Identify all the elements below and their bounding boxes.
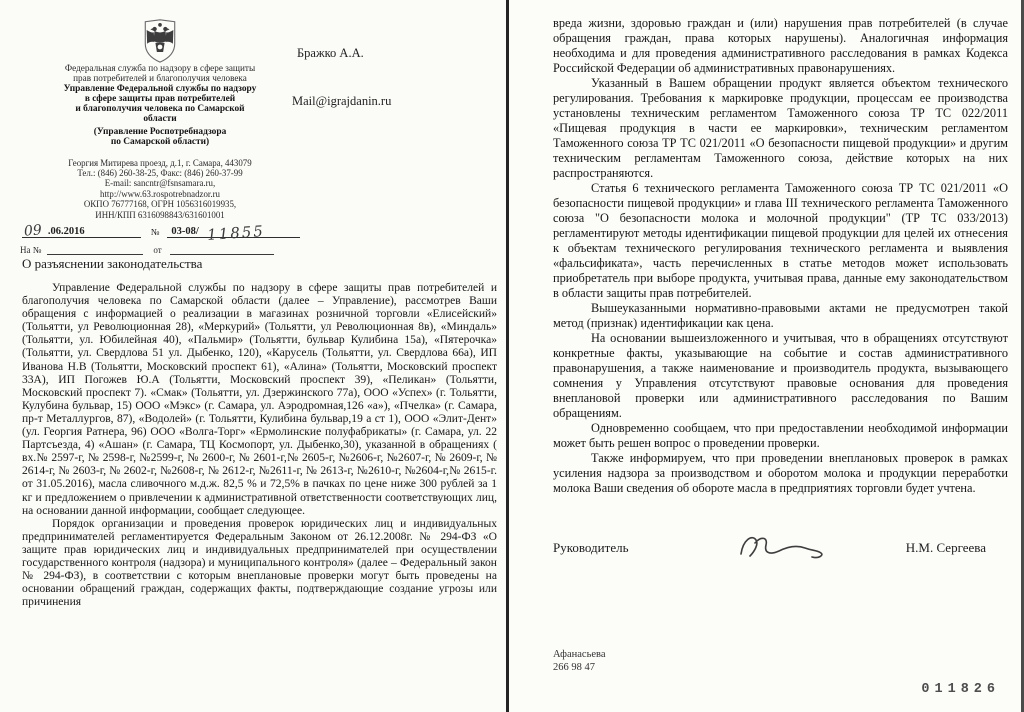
handwritten-date-day: 09 <box>23 222 43 240</box>
letterhead-okpo-ogrn: ОКПО 76777168, ОГРН 1056316019935, <box>83 199 237 210</box>
handwritten-doc-number: 11855 <box>206 222 266 245</box>
addressee-block <box>292 46 392 109</box>
body-paragraph: Одновременно сообщаем, что при предоставлении необходимой информации может быть решен вопрос о проведении проверки. <box>553 421 1008 450</box>
body-paragraph: Порядок организации и проведения проверок юридических лиц и индивидуальных предпринимателей регламентируется Федеральным Законом от 26.12.2008г. № 294-ФЗ «О защите прав юридических лиц и индивидуальных предпринимателей при осуществлении государственного контроля (надзора) и муниципального контроля» (далее – Федеральный закон № 294-ФЗ), в соответствии с которым внеплановые проверки могут быть проведены на основании обращений граждан, содержащих факты, подтверждающие создание угрозы или причинения <box>22 517 497 609</box>
federal-service-name-line: прав потребителей и благополучия человека <box>73 72 247 83</box>
russia-coat-of-arms-icon <box>20 18 300 64</box>
body-paragraph: Вышеуказанными нормативно-правовыми актами не предусмотрен такой метод (признак) идентификации как цена. <box>553 301 1008 330</box>
body-paragraph: вреда жизни, здоровью граждан и (или) нарушения прав потребителей (в случае обращения граждан, права которых нарушены). Аналогичная информация необходима и для проведения административного расследования в рамках Кодекса Российской Федерации об административных правонарушениях. <box>553 16 1008 75</box>
org-name-line: в сфере защиты прав потребителей <box>84 93 236 104</box>
body-paragraph: Также информируем, что при проведении внеплановых проверок в рамках усиления надзора за производством и оборотом молока и продукции переработки молока Ваши сведения об обороте масла в предприятиях торговли будет учтена. <box>553 451 1008 495</box>
reply-to-label: На № <box>20 245 42 256</box>
letter-body-page-1 <box>22 282 497 609</box>
body-paragraph: Управление Федеральной службы по надзору в сфере защиты прав потребителей и благополучия человека по Самарской области (далее – Управление), рассмотрев Ваши обращения с информацией о реализации в магазинах розничной торговли «Елисейский» (Тольятти, ул Революционная 28), «Меркурий» (Тольятти, ул Революционная 8в), «Миндаль» (Тольятти, ул. Юбилейная 40), «Пальмир» (Тольятти, бульвар Кулибина 15а), «Пятерочка» (Тольятти, ул. Свердлова 51 ул. Дыбенко, 120), «Карусель (Тольятти, ул. Свердлова 66а), ИП Иванова Н.В (Тольятти, Московский проспект 61), «Алина» (Тольятти, Московский проспект 33А), ИП Погожев Ю.А (Тольятти, Московский проспект 39), «Пеликан» (Тольятти, Московский проспект 7). «Смак» (Тольятти, ул. Дзержинского 77а), ООО «Успех» (г. Тольятти, Кулубина бульвар, 15) ООО «Мэкс» (г. Самара, ул. Аэродромная,126 «а»), «Пчелка» (г. Самара, пр-т Металлургов, 87), «Водолей» (г. Тольятти, Кулибина бульвар,19 а ст 1), ООО «Элит-Дент» (ул. Георгия Ратнера, 96) ООО «Волга-Торг» «Ермолинские полуфабрикаты» (г. Самара, ул. 22 Партсъезда, 4) «Ашан» (г. Самара, ТЦ Космопорт, ул. Дыбенко,30), указанной в обращениях ( вх.№ 2597-г, № 2598-г, №2599-г, № 2600-г, № 2601-г,№ 2605-г, №2606-г, №2607-г, № 2609-г, № 2614-г, № 2603-г, № 2602-г, №2608-г, № 2612-г, №2611-г, № 2613-г, №2610-г, №2604-г,№ 2615-г. от 31.05.2016), масла сливочного м.д.ж. 82,5 % и 72,5% в пачках по цене ниже 300 рублей за 1 кг и предложением о привлечении к административной ответственности соответствующих лиц, на основании данной информации, сообщает следующее. <box>22 282 497 517</box>
letterhead <box>20 0 300 255</box>
executor-name: Афанасьева <box>553 649 606 660</box>
handwritten-signature-icon <box>733 526 833 570</box>
signatory-position: Руководитель <box>553 540 629 555</box>
org-short-name-line: (Управление Роспотребнадзора <box>93 126 227 137</box>
addressee-email: Mail@igrajdanin.ru <box>292 94 392 108</box>
body-paragraph: Указанный в Вашем обращении продукт является объектом технического регулирования. Требования к маркировке продукции, процессам ее производства установлены техническим регламентом Таможенного союза ТР ТС 022/2011 «Пищевая продукция в части ее маркировки», техническим регламентом Таможенного союза ТР ТС 021/2011 «О безопасности пищевой продукции» и другим техническим регламентам Таможенного союза, действие которых на них распространяются. <box>553 76 1008 180</box>
executor-block <box>553 648 606 674</box>
incoming-reference-row <box>20 244 300 255</box>
org-name-line: Управление Федеральной службы по надзору <box>63 83 257 94</box>
federal-service-name-line: Федеральная служба по надзору в сфере защиты <box>64 63 256 73</box>
reply-number-blank <box>47 244 143 255</box>
letterhead-address: Георгия Митирева проезд, д.1, г. Самара, 443079 <box>68 157 252 168</box>
subject-line: О разъяснении законодательства <box>22 256 203 271</box>
addressee-name: Бражко А.А. <box>297 46 364 60</box>
letterhead-email: E-mail: sancntr@fsnsamara.ru, <box>104 178 216 189</box>
registration-stamp-number: 011826 <box>921 682 1000 697</box>
letter-page-2 <box>509 0 1024 712</box>
letterhead-phone-fax: Тел.: (846) 260-38-25, Факс: (846) 260-37-99 <box>77 168 243 178</box>
org-name-line: области <box>143 113 177 124</box>
body-paragraph: Статья 6 технического регламента Таможенного союза ТР ТС 021/2011 «О безопасности пищевой продукции» и глава III технического регламента Таможенного союза "О безопасности молока и молочной продукции" (ТР ТС 033/2013) регламентируют методы идентификации пищевой продукции для целей их отнесения к объектам технического регулирования технического регламента и выявления «фальсификата», часть перечисленных в статье методов может использовать приобретатель при выборе продукта, учитывая права, данные ему законодательством в области защиты прав потребителей. <box>553 181 1008 300</box>
executor-phone: 266 98 47 <box>553 662 595 673</box>
page-divider <box>506 0 509 712</box>
reply-from-label: от <box>153 245 162 256</box>
reply-date-blank <box>170 244 274 255</box>
letterhead-inn-kpp: ИНН/КПП 6316098843/631601001 <box>95 209 225 220</box>
doc-number-prefix: 03-08/ <box>171 226 199 238</box>
outgoing-reference-row <box>20 222 300 245</box>
org-short-name-line: по Самарской области) <box>110 136 210 147</box>
letterhead-contacts <box>20 158 300 220</box>
letter-body-page-2 <box>553 16 1008 496</box>
signature-block <box>553 526 986 570</box>
body-paragraph: На основании вышеизложенного и учитывая, что в обращениях отсутствуют конкретные факты, указывающие на событие и состав административного правонарушения, а также наименование и производитель продукта, вызывающего сомнения у Управления отсутствуют правовые основания для проведения внеплановой проверки или административного расследования по Вашим обращениям. <box>553 331 1008 420</box>
letter-page-1 <box>0 0 506 712</box>
org-name-line: и благополучия человека по Самарской <box>75 103 245 114</box>
signatory-name: Н.М. Сергеева <box>905 540 986 555</box>
number-sign: № <box>150 227 160 238</box>
printed-date: .06.2016 <box>47 226 85 238</box>
letterhead-website: http://www.63.rospotrebnadzor.ru <box>100 188 220 199</box>
letterhead-section <box>0 0 506 256</box>
